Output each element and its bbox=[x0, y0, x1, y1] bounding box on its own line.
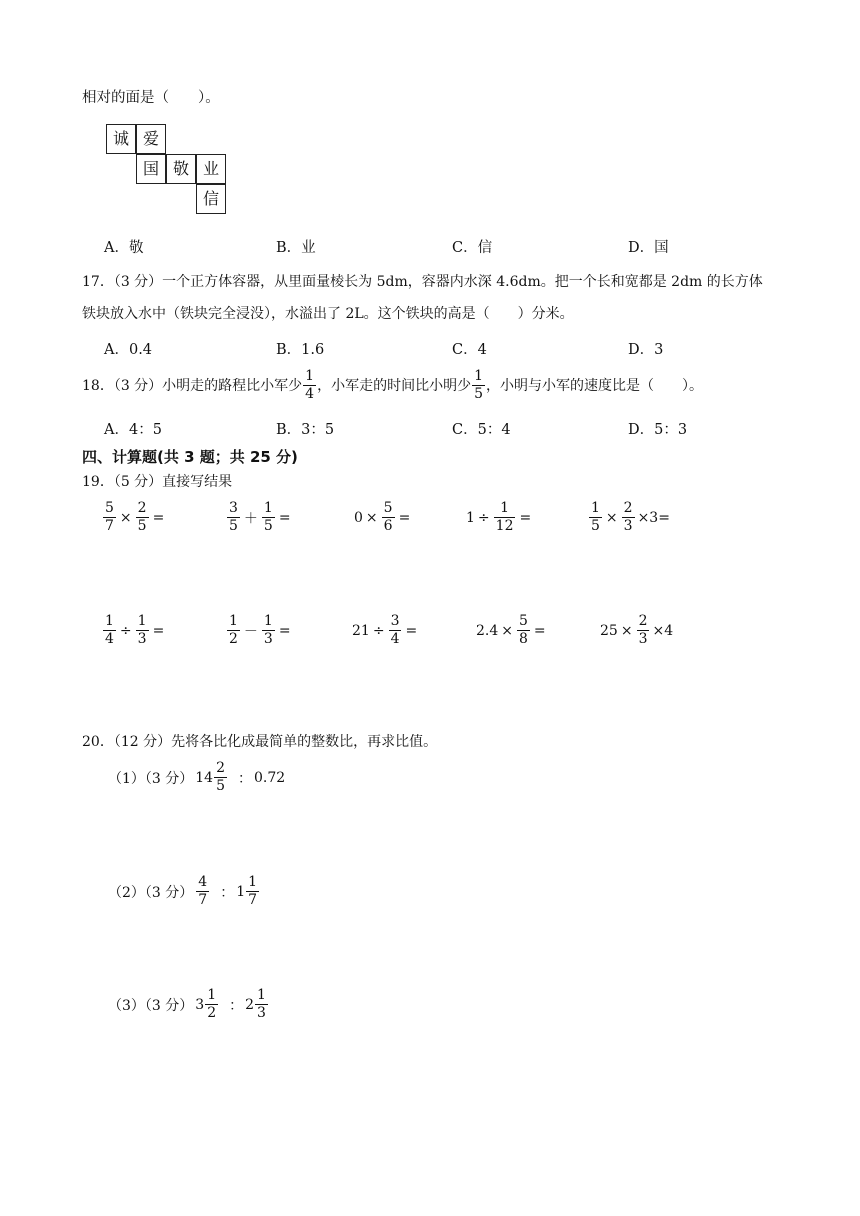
numerator: 1 bbox=[105, 613, 114, 629]
numerator: 1 bbox=[248, 874, 258, 890]
numerator: 1 bbox=[263, 500, 273, 516]
fraction bbox=[382, 500, 395, 535]
q17-option-b[interactable]: B．1.6 bbox=[276, 342, 325, 358]
equals-sign: = bbox=[152, 622, 165, 639]
numerator: 5 bbox=[519, 613, 528, 629]
fraction bbox=[227, 500, 240, 535]
q17-option-d[interactable]: D．3 bbox=[628, 342, 664, 358]
divide-sign: ÷ bbox=[119, 622, 132, 639]
numerator: 2 bbox=[216, 760, 226, 776]
denominator: 2 bbox=[229, 631, 238, 647]
fraction bbox=[136, 500, 149, 535]
q16-option-d[interactable]: D．国 bbox=[628, 240, 669, 256]
ratio-colon: ： bbox=[220, 884, 235, 901]
fraction bbox=[136, 613, 149, 648]
q16-option-a[interactable]: A．敬 bbox=[104, 240, 144, 256]
q20-part2 bbox=[108, 874, 260, 909]
numerator: 5 bbox=[383, 500, 393, 516]
numerator: 1 bbox=[207, 987, 217, 1003]
denominator: 8 bbox=[519, 631, 528, 647]
times-sign: × bbox=[365, 509, 378, 526]
part-label: （1）（3 分） bbox=[108, 770, 194, 787]
q19-item bbox=[600, 613, 673, 648]
denominator: 5 bbox=[216, 778, 226, 794]
numerator: 1 bbox=[263, 613, 273, 629]
q19-item bbox=[102, 500, 165, 535]
number: 0 bbox=[354, 509, 363, 526]
equals-sign: = bbox=[278, 509, 291, 526]
equals-sign: = bbox=[405, 622, 418, 639]
q16-text-tail: 相对的面是（ ）。 bbox=[82, 90, 220, 106]
mixed-number bbox=[245, 987, 269, 1022]
numerator: 1 bbox=[137, 613, 147, 629]
q18-option-b[interactable]: B．3：5 bbox=[276, 422, 335, 438]
mixed-number bbox=[195, 987, 219, 1022]
numerator: 1 bbox=[257, 987, 266, 1003]
denominator: 5 bbox=[591, 518, 600, 534]
numerator: 2 bbox=[137, 500, 147, 516]
numerator: 2 bbox=[623, 500, 633, 516]
denominator: 6 bbox=[383, 518, 393, 534]
fraction bbox=[103, 613, 116, 648]
fraction bbox=[472, 368, 485, 403]
q18-option-d[interactable]: D．5：3 bbox=[628, 422, 688, 438]
plus-sign: ＋ bbox=[243, 510, 258, 527]
numerator: 2 bbox=[638, 613, 648, 629]
denominator: 4 bbox=[390, 631, 400, 647]
equals-sign: = bbox=[152, 509, 165, 526]
q18-text-part2: ，小军走的时间比小明少 bbox=[317, 377, 472, 394]
fraction bbox=[227, 613, 240, 648]
numerator: 1 bbox=[229, 613, 238, 629]
fraction bbox=[255, 987, 268, 1022]
fraction bbox=[494, 500, 516, 535]
q20-part3 bbox=[108, 987, 269, 1022]
denominator: 7 bbox=[105, 518, 114, 534]
denominator: 12 bbox=[495, 518, 514, 534]
fraction bbox=[246, 874, 259, 909]
numerator: 5 bbox=[105, 500, 114, 516]
fraction bbox=[196, 874, 209, 909]
fraction bbox=[589, 500, 602, 535]
fraction bbox=[103, 500, 116, 535]
times-sign: × bbox=[501, 622, 513, 639]
q17-text-line1: 17．（3 分）一个正方体容器，从里面量棱长为 5dm，容器内水深 4.6dm。把一个长和宽都是 2dm 的长方体 bbox=[82, 274, 763, 290]
q19-item bbox=[352, 613, 418, 648]
number: 21 bbox=[352, 622, 370, 639]
q19-item bbox=[466, 500, 532, 535]
expression-tail: ×4 bbox=[652, 622, 674, 639]
q16-option-c[interactable]: C．信 bbox=[452, 240, 493, 256]
numerator: 1 bbox=[474, 368, 484, 384]
numerator: 3 bbox=[390, 613, 400, 629]
equals-sign: = bbox=[278, 622, 291, 639]
denominator: 2 bbox=[207, 1005, 217, 1021]
q18-option-c[interactable]: C．5：4 bbox=[452, 422, 511, 438]
net-cell: 爱 bbox=[136, 124, 166, 154]
denominator: 4 bbox=[105, 631, 114, 647]
numerator: 1 bbox=[305, 368, 315, 384]
q19-item bbox=[226, 500, 292, 535]
q20-part1 bbox=[108, 760, 285, 795]
fraction bbox=[622, 500, 635, 535]
q19-item bbox=[102, 613, 165, 648]
part-label: （3）（3 分） bbox=[108, 997, 194, 1014]
q17-option-c[interactable]: C．4 bbox=[452, 342, 487, 358]
divide-sign: ÷ bbox=[477, 509, 490, 526]
equals-sign: = bbox=[398, 509, 411, 526]
numerator: 1 bbox=[591, 500, 600, 516]
denominator: 3 bbox=[263, 631, 273, 647]
denominator: 3 bbox=[638, 631, 648, 647]
minus-sign: － bbox=[243, 623, 258, 640]
q18-text bbox=[82, 368, 703, 403]
number: 25 bbox=[600, 622, 618, 639]
times-sign: × bbox=[620, 622, 633, 639]
ratio-colon: ： bbox=[238, 770, 253, 787]
fraction bbox=[303, 368, 316, 403]
q19-item bbox=[588, 500, 670, 535]
denominator: 5 bbox=[137, 518, 147, 534]
denominator: 5 bbox=[263, 518, 273, 534]
number: 1 bbox=[466, 509, 475, 526]
q19-item bbox=[476, 613, 547, 648]
fraction bbox=[517, 613, 530, 648]
q18-text-part1: 18．（3 分）小明走的路程比小军少 bbox=[82, 377, 303, 394]
net-cell: 业 bbox=[196, 154, 226, 184]
cube-net-figure bbox=[106, 124, 232, 220]
fraction bbox=[205, 987, 218, 1022]
q17-text-line2: 铁块放入水中（铁块完全浸没），水溢出了 2L。这个铁块的高是（ ）分米。 bbox=[82, 306, 574, 322]
q20-title: 20．（12 分）先将各比化成最简单的整数比，再求比值。 bbox=[82, 734, 438, 750]
mixed-number bbox=[236, 874, 260, 909]
q16-option-b[interactable]: B．业 bbox=[276, 240, 316, 256]
denominator: 3 bbox=[257, 1005, 266, 1021]
numerator: 4 bbox=[198, 874, 208, 890]
denominator: 4 bbox=[305, 386, 315, 402]
whole-part: 2 bbox=[245, 996, 255, 1013]
times-sign: × bbox=[605, 509, 618, 526]
net-cell: 敬 bbox=[166, 154, 196, 184]
denominator: 5 bbox=[229, 518, 238, 534]
number: 2.4 bbox=[476, 622, 499, 639]
q19-item bbox=[226, 613, 292, 648]
q18-text-part3: ，小明与小军的速度比是（ ）。 bbox=[486, 377, 704, 394]
fraction bbox=[637, 613, 650, 648]
ratio-colon: ： bbox=[229, 997, 244, 1014]
fraction bbox=[389, 613, 402, 648]
numerator: 1 bbox=[500, 500, 510, 516]
mixed-number bbox=[195, 760, 228, 795]
part-label: （2）（3 分） bbox=[108, 884, 194, 901]
q18-option-a[interactable]: A．4：5 bbox=[104, 422, 162, 438]
net-cell: 信 bbox=[196, 184, 226, 214]
denominator: 5 bbox=[474, 386, 484, 402]
q17-option-a[interactable]: A．0.4 bbox=[104, 342, 153, 358]
q19-title: 19．（5 分）直接写结果 bbox=[82, 474, 233, 490]
denominator: 7 bbox=[248, 892, 258, 908]
fraction bbox=[262, 613, 275, 648]
expression-tail: ×3= bbox=[637, 509, 670, 526]
fraction bbox=[262, 500, 275, 535]
net-cell: 诚 bbox=[106, 124, 136, 154]
fraction bbox=[214, 760, 227, 795]
equals-sign: = bbox=[533, 622, 546, 639]
number: 0.72 bbox=[254, 769, 286, 786]
q19-item bbox=[354, 500, 411, 535]
divide-sign: ÷ bbox=[372, 622, 385, 639]
numerator: 3 bbox=[229, 500, 238, 516]
whole-part: 3 bbox=[195, 996, 205, 1013]
whole-part: 14 bbox=[195, 769, 214, 786]
denominator: 7 bbox=[198, 892, 208, 908]
whole-part: 1 bbox=[236, 883, 246, 900]
equals-sign: = bbox=[519, 509, 532, 526]
denominator: 3 bbox=[623, 518, 633, 534]
denominator: 3 bbox=[137, 631, 147, 647]
section-heading: 四、计算题(共 3 题；共 25 分) bbox=[82, 448, 298, 466]
net-cell: 国 bbox=[136, 154, 166, 184]
times-sign: × bbox=[119, 509, 132, 526]
